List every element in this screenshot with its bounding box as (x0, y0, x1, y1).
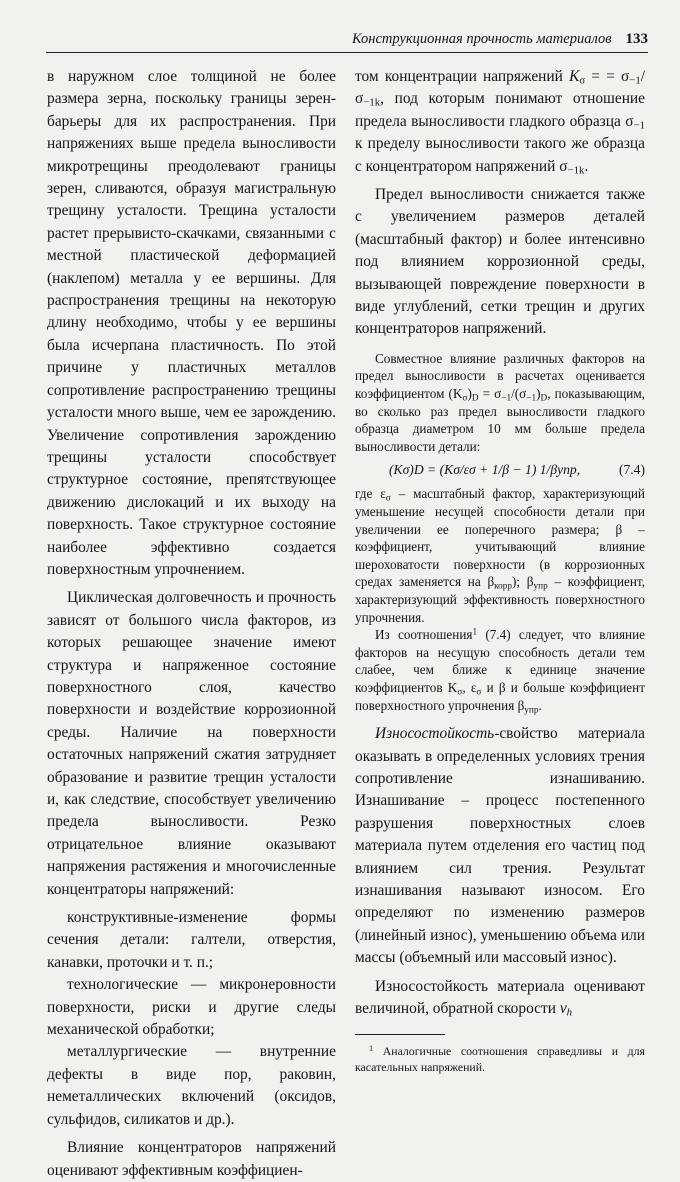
formula-7-4 (355, 459, 645, 481)
right-paragraph-5: Из соотношения$^1$ (7.4) следует, что влияние факторов на несущую способность детали тем слабее, чем ближе к единице значение коэффициентов $K_\sigma$, $\varepsilon_\sigma$ и β и больше коэффициент поверхностного упрочнения $\beta_{упр}$. (355, 626, 645, 714)
right-paragraph-3: Совместное влияние различных факторов на предел выносливости в расчетах оценивается коэффициентом $(K_\sigma)_D = \sigma_{-1}/(\sigma_{-1})_D$, показывающим, во сколько раз предел выносливости гладкого образца диаметром 10 мм больше предела выносливости детали: (355, 350, 645, 454)
formula-number: (7.4) (618, 462, 645, 478)
right-paragraph-4: где $\varepsilon_\sigma$ – масштабный фактор, характеризующий уменьшение несущей способности детали при увеличении ее поперечного размера; β – коэффициент, учитывающий влияние шероховатости поверхности (в коррозионных средах заменяется на $\beta_{корр}$); $\beta_{упр}$ – коэффициент, характеризующий эффективность поверхностного упрочнения. (355, 486, 645, 625)
formula-expression: (Kσ)D = (Kσ/εσ + 1/β − 1) 1/βупр, (389, 462, 581, 478)
header-rule (46, 52, 648, 53)
footnote-rule (355, 1034, 445, 1035)
right-paragraph-1: том концентрации напряжений $K_\sigma$ = = $\sigma_{-1}/\sigma_{-1k}$, под которым понимают отношение предела выносливости гладкого образца $\sigma_{-1}$ к пределу выносливости такого же образца с концентратором напряжений $\sigma_{-1k}$. (355, 68, 646, 177)
list-item-constructive: конструктивные-изменение формы сечения детали: галтели, отверстия, канавки, проточки и т. п.; (47, 909, 336, 971)
page-number: 133 (625, 30, 648, 47)
right-paragraph-7: Износостойкость материала оценивают величиной, обратной скорости $v_h$ (355, 977, 645, 1019)
running-header (46, 27, 648, 51)
left-paragraph-1: в наружном слое толщиной не более размера зерна, поскольку границы зерен-барьеры для их распространения. При напряжениях выше предела выносливости микротрещины преодолевают границы зерен, сливаются, образуя магистральную трещину усталости. Трещина усталости растет прерывисто-скачками, связанными с местной пластической деформацией (наклепом) металла у ее вершины. Для распространения трещины на некоторую длину необходимо, чтобы у ее вершины была исчерпана пластичность. По этой причине у пластичных металлов сопротивление распространению трещины усталости много выше, чем ее зарождению. Увеличение сопротивления зарождению трещины усталости способствует структурное состояние, препятствующее движению дислокаций и их выходу на поверхность. Такое структурное состояние наиболее эффективно создается поверхностным упрочнением. (47, 68, 336, 578)
list-item-technological: технологические — микронеровности поверхности, риски и другие следы механической обработки; (47, 976, 336, 1039)
left-paragraph-last: Влияние концентраторов напряжений оценивают эффективным коэффициен- (47, 1139, 336, 1179)
list-item-metallurgical: металлургические — внутренние дефекты в виде пор, раковин, неметаллических включений (оксидов, сульфидов, силикатов и др.). (47, 1043, 336, 1128)
right-paragraph-2: Предел выносливости снижается также с увеличением размеров деталей (масштабный фактор) и более интенсивно под влиянием коррозионной среды, вызывающей повреждение поверхности в виде углублений, сетки трещин и других концентраторов напряжений. (355, 186, 645, 338)
left-column (47, 66, 336, 1182)
left-paragraph-2: Циклическая долговечность и прочность зависят от большого числа факторов, из которых решающее значение имеют структура и напряженное состояние поверхностного слоя, качество поверхности и воздействие коррозионной среды. Наличие на поверхности остаточных напряжений сжатия затрудняет образование и развитие трещин усталости и, как следствие, способствует увеличению предела выносливости. Резко отрицательное влияние оказывают напряжения растяжения и многочисленные концентраторы напряжений: (47, 589, 336, 898)
footnote-reference: 1 (472, 626, 478, 637)
right-paragraph-6: Износостойкость-свойство материала оказывать в определенных условиях трения сопротивление изнашиванию. Изнашивание – процесс постепенного разрушения поверхностных слоев материала путем отделения его частиц под влиянием сил трения. Результат изнашивания называют износом. Его определяют по изменению размеров (линейный износ), уменьшению объема или массы (объемный или массовый износ). (355, 725, 645, 967)
defined-term: Износостойкость (375, 725, 495, 743)
footnote: $^1$ Аналогичные соотношения справедливы и для касательных напряжений. (355, 1044, 645, 1075)
running-title: Конструкционная прочность материалов (351, 30, 612, 47)
right-column (355, 66, 645, 1075)
